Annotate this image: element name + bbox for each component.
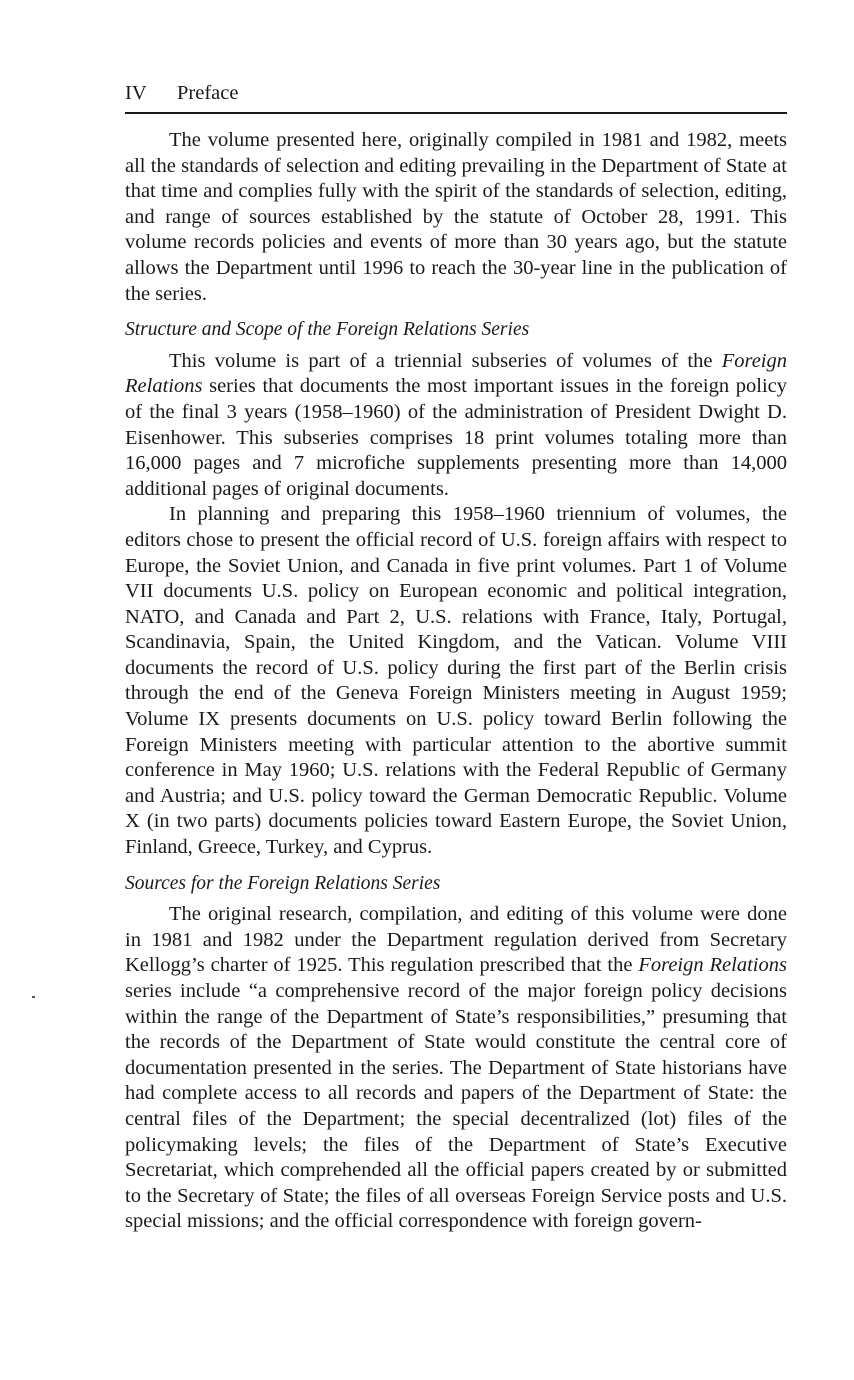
- paragraph-text: The original research, compilation, and editing of this volume were done in 1981 and 1982 under the Department regulation derived from Secretary Kellogg’s charter of 1925. This regulation prescribed that the: [125, 903, 787, 977]
- paragraph-subseries: [125, 349, 787, 503]
- series-title-italic: Foreign Relations: [638, 954, 787, 977]
- stray-ink-mark: [32, 996, 35, 998]
- page-number: IV: [125, 82, 147, 104]
- paragraph-text: series include “a comprehensive record of the major foreign policy decisions within the range of the Department of State’s responsibilities,” presuming that the records of the Department of State would constitute the central core of documentation presented in the series. The Department of State historians have had complete access to all records and papers of the Department of State: the central files of the Department; the special decentralized (lot) files of the policymaking levels; the files of the Department of State’s Executive Secretariat, which comprehended all the official papers created by or submitted to the Secretary of State; the files of all overseas Foreign Service posts and U.S. special missions; and the official correspondence with foreign govern-: [125, 980, 787, 1233]
- page-body: [125, 128, 787, 1235]
- series-title-italic: Foreign Relations: [125, 349, 787, 398]
- page-header: [125, 80, 787, 114]
- running-head: Preface: [177, 82, 239, 104]
- paragraph-text: This volume is part of a triennial subseries of volumes of the: [169, 349, 722, 372]
- paragraph-triennium-planning: In planning and preparing this 1958–1960 triennium of volumes, the editors chose to present the official record of U.S. foreign affairs with respect to Europe, the Soviet Union, and Canada in five print volumes. Part 1 of Volume VII documents U.S. policy on European economic and political integration, NATO, and Canada and Part 2, U.S. relations with France, Italy, Portugal, Scandinavia, Spain, the United Kingdom, and the Vatican. Volume VIII documents the record of U.S. policy during the first part of the Berlin crisis through the end of the Geneva Foreign Ministers meeting in August 1959; Volume IX presents documents on U.S. policy toward Berlin following the Foreign Ministers meeting with particular attention to the abortive summit conference in May 1960; U.S. relations with the Federal Republic of Germany and Austria; and U.S. policy toward the German Democratic Republic. Volume X (in two parts) documents policies toward Eastern Europe, the Soviet Union, Finland, Greece, Turkey, and Cyprus.: [125, 503, 787, 859]
- section-heading-structure-scope: Structure and Scope of the Foreign Relations Series: [125, 319, 530, 341]
- section-heading-sources: Sources for the Foreign Relations Series: [125, 872, 441, 894]
- paragraph-text: series that documents the most important issues in the foreign policy of the final 3 years (1958–1960) of the administration of President Dwight D. Eisenhower. This subseries comprises 18 print volumes totaling more than 16,000 pages and 7 microfiche supplements presenting more than 14,000 additional pages of original documents.: [125, 375, 787, 500]
- paragraph-original-research: [125, 902, 787, 1235]
- paragraph-volume-overview: The volume presented here, originally compiled in 1981 and 1982, meets all the standards of selection and editing prevailing in the Department of State at that time and complies fully with the spirit of the standards of selection, editing, and range of sources established by the statute of October 28, 1991. This volume records policies and events of more than 30 years ago, but the statute allows the Department until 1996 to reach the 30-year line in the publication of the series.: [125, 129, 787, 305]
